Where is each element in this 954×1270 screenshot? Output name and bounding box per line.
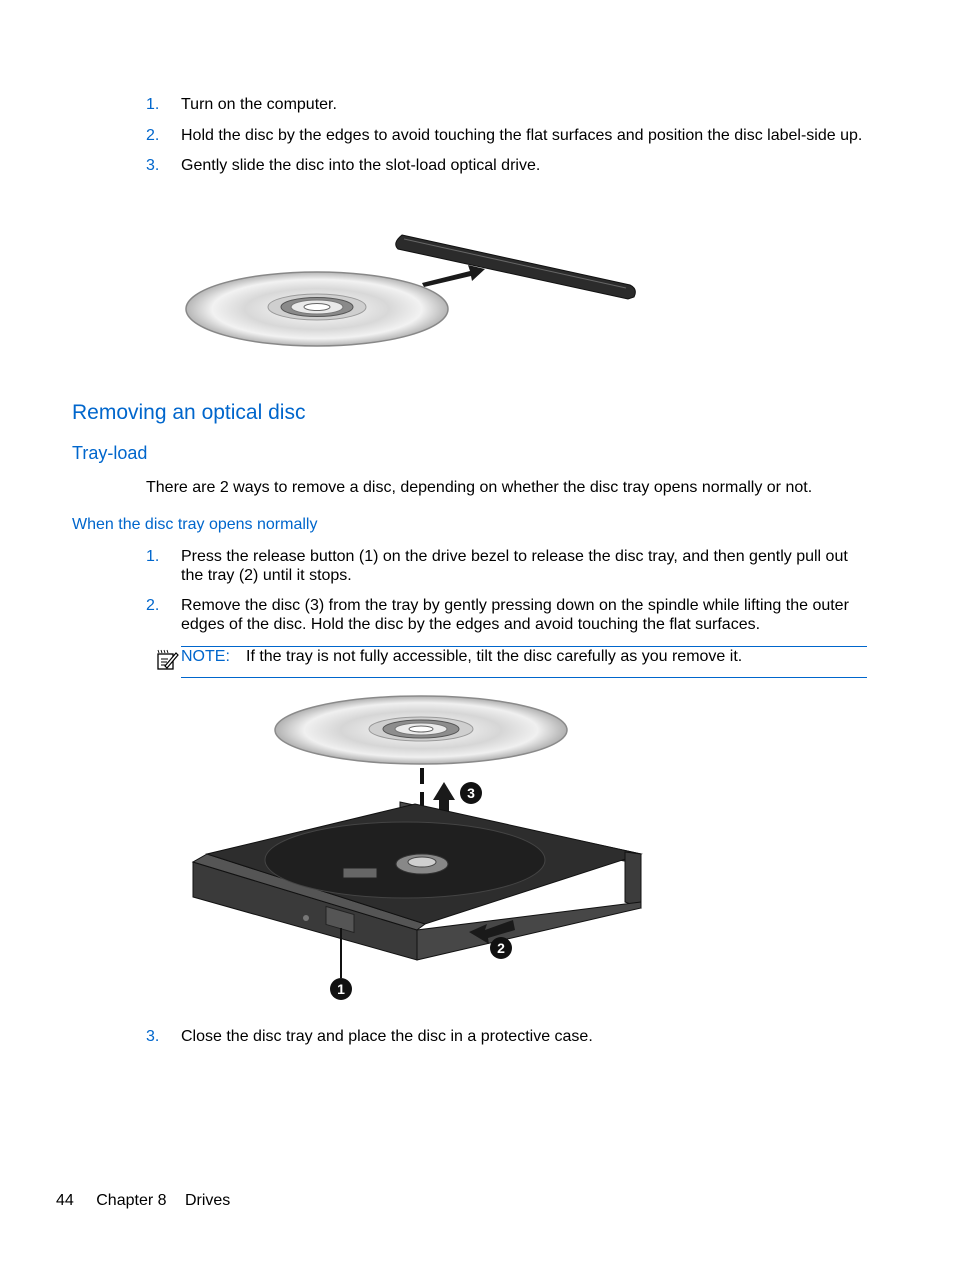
text-segment: from the tray by gently pressing down on the spindle while lifting the outer edges of the disc. Hold the disc by the edges and avoid touching the flat surfaces. bbox=[181, 597, 849, 633]
step-text bbox=[181, 547, 867, 585]
note-pencil-icon bbox=[156, 649, 180, 671]
step-number: 2. bbox=[146, 597, 160, 614]
step-text: Turn on the computer. bbox=[181, 96, 337, 113]
callout-ref: (1) bbox=[358, 548, 379, 565]
text-segment: until it stops. bbox=[258, 567, 352, 584]
callout-ref: (3) bbox=[304, 597, 325, 614]
callout-ref: (2) bbox=[238, 567, 259, 584]
footer-chapter: Chapter 8 bbox=[96, 1192, 167, 1209]
step-text: Gently slide the disc into the slot-load optical drive. bbox=[181, 157, 541, 174]
step-text: Close the disc tray and place the disc in a protective case. bbox=[181, 1028, 593, 1045]
callout-3: 3 bbox=[467, 785, 475, 801]
note-text: If the tray is not fully accessible, tilt the disc carefully as you remove it. bbox=[246, 648, 743, 665]
page-number: 44 bbox=[56, 1192, 74, 1209]
subsubsection-title: When the disc tray opens normally bbox=[72, 516, 318, 533]
page-footer bbox=[56, 1191, 248, 1210]
callout-1: 1 bbox=[337, 981, 345, 997]
tray-load-illustration bbox=[185, 692, 650, 1007]
intro-paragraph: There are 2 ways to remove a disc, depending on whether the disc tray opens normally or not. bbox=[146, 479, 813, 496]
text-segment: on the drive bezel to release the disc tray, and then gently pull out the tray bbox=[181, 548, 848, 584]
step-number: 1. bbox=[146, 548, 160, 565]
text-segment: Remove the disc bbox=[181, 597, 305, 614]
callout-2: 2 bbox=[497, 940, 505, 956]
text-segment: Press the release button bbox=[181, 548, 359, 565]
step-number: 3. bbox=[146, 1028, 160, 1045]
step-text: Hold the disc by the edges to avoid touching the flat surfaces and position the disc label-side up. bbox=[181, 127, 863, 144]
note-bottom-rule bbox=[181, 677, 867, 678]
note-label: NOTE: bbox=[181, 648, 230, 665]
slot-load-illustration bbox=[180, 225, 650, 355]
section-title: Removing an optical disc bbox=[72, 401, 306, 424]
step-text bbox=[181, 596, 867, 634]
subsection-title: Tray-load bbox=[72, 443, 148, 463]
step-number: 2. bbox=[146, 127, 160, 144]
step-number: 1. bbox=[146, 96, 160, 113]
footer-title: Drives bbox=[184, 1192, 231, 1209]
step-number: 3. bbox=[146, 157, 160, 174]
